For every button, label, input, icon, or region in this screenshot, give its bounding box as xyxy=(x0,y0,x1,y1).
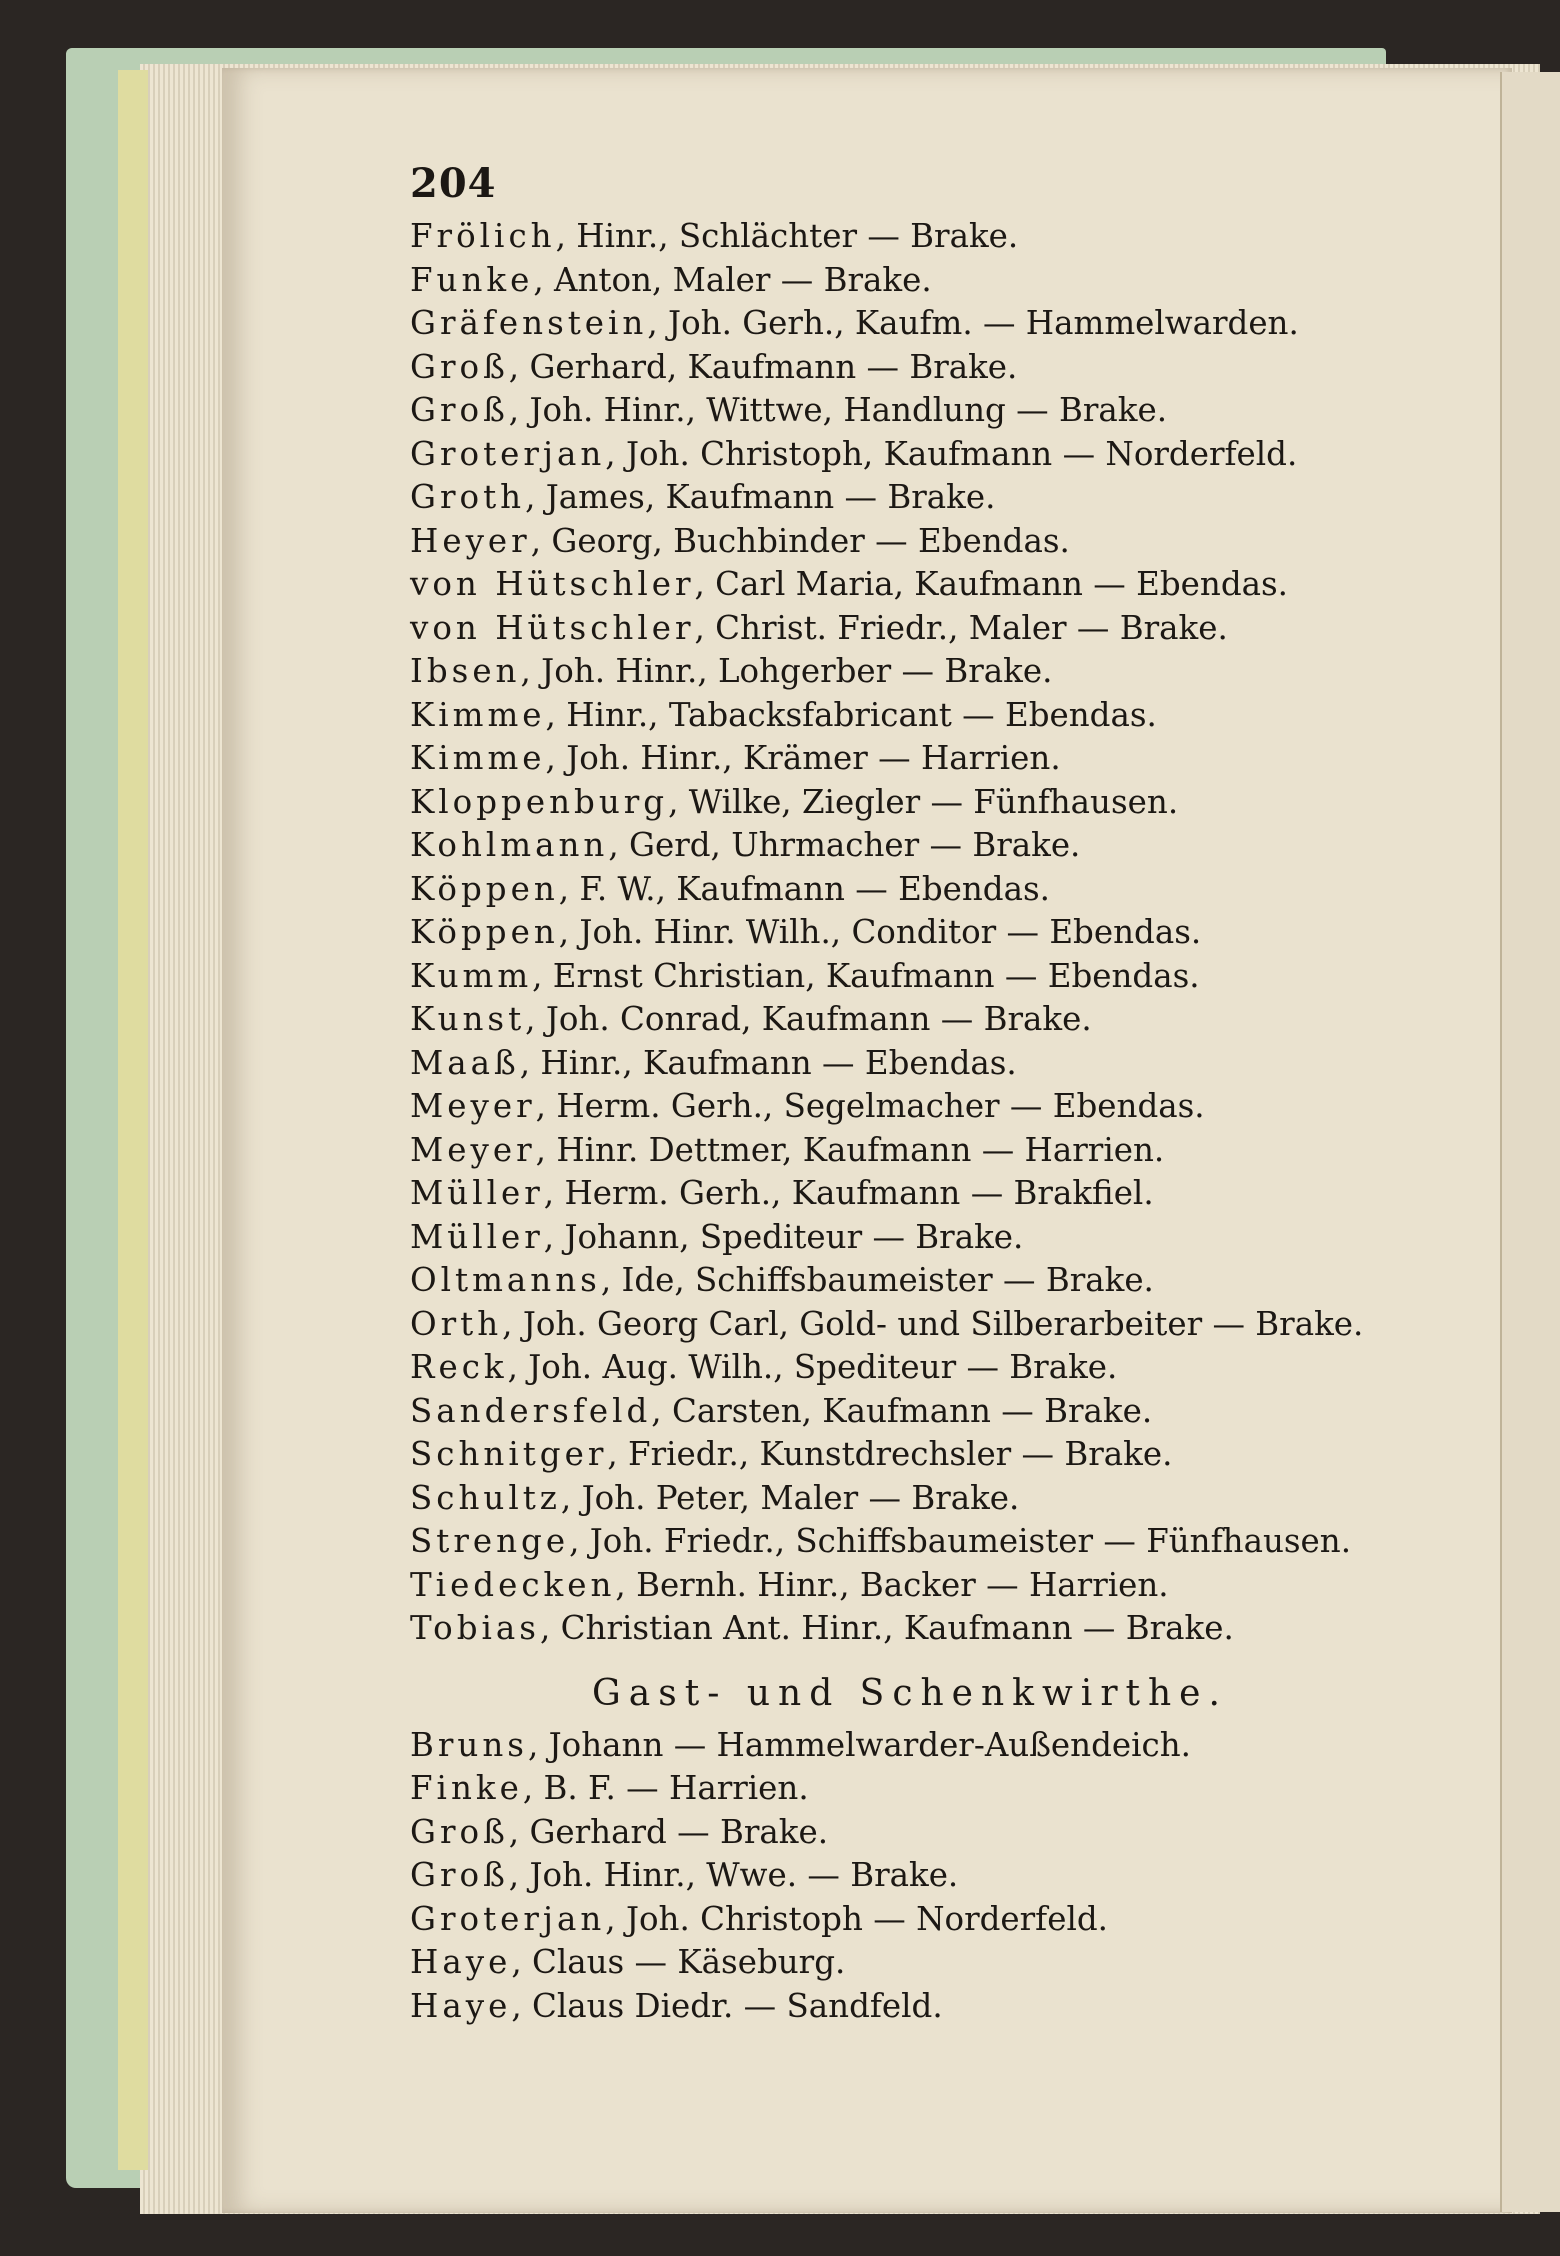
directory-entry xyxy=(410,1085,1440,1129)
entry-details: , Wilke, Ziegler — Fünfhausen. xyxy=(668,782,1179,821)
entry-surname: Meyer xyxy=(410,1087,536,1125)
entry-surname: Groß xyxy=(410,1812,509,1851)
entry-surname: Gräfenstein xyxy=(410,304,648,342)
directory-entry xyxy=(410,302,1440,346)
entry-surname: Maaß xyxy=(410,1043,520,1082)
directory-entry xyxy=(410,1811,1440,1855)
entry-details: , Claus — Käseburg. xyxy=(511,1943,846,1981)
directory-list xyxy=(410,215,1440,1651)
directory-entry xyxy=(410,389,1440,433)
directory-entry xyxy=(410,781,1440,825)
directory-entry xyxy=(410,737,1440,781)
entry-surname: Bruns xyxy=(410,1725,528,1764)
entry-surname: von Hütschler xyxy=(410,608,695,647)
entry-details: , Joh. Georg Carl, Gold- und Silberarbeiter — Brake. xyxy=(502,1304,1364,1343)
directory-entry xyxy=(410,1346,1440,1390)
entry-surname: Groth xyxy=(410,478,526,516)
directory-entry xyxy=(410,520,1440,564)
section-directory-list xyxy=(410,1724,1440,2029)
directory-entry xyxy=(410,476,1440,520)
directory-entry xyxy=(410,1854,1440,1898)
directory-entry xyxy=(410,1520,1440,1564)
entry-details: , Johann — Hammelwarder-Außendeich. xyxy=(527,1725,1191,1764)
entry-surname: Groß xyxy=(410,391,509,429)
entry-surname: Tobias xyxy=(410,1609,540,1647)
entry-details: , Christ. Friedr., Maler — Brake. xyxy=(694,608,1228,647)
entry-details: , Carsten, Kaufmann — Brake. xyxy=(651,1391,1153,1430)
entry-surname: Köppen xyxy=(410,913,559,951)
directory-entry xyxy=(410,1898,1440,1942)
entry-details: , Joh. Christoph, Kaufmann — Norderfeld. xyxy=(605,434,1298,473)
entry-details: , Joh. Friedr., Schiffsbaumeister — Fünfhausen. xyxy=(569,1522,1352,1560)
directory-entry xyxy=(410,1941,1440,1985)
entry-details: , Carl Maria, Kaufmann — Ebendas. xyxy=(694,565,1289,603)
entry-details: , Joh. Christoph — Norderfeld. xyxy=(605,1899,1108,1938)
directory-entry xyxy=(410,1607,1440,1651)
entry-surname: Kloppenburg xyxy=(410,782,669,821)
directory-entry xyxy=(410,1767,1440,1811)
entry-surname: Strenge xyxy=(410,1522,570,1560)
directory-entry xyxy=(410,215,1440,259)
directory-entry xyxy=(410,1390,1440,1434)
entry-details: , Hinr., Schlächter — Brake. xyxy=(555,217,1019,255)
directory-entry xyxy=(410,1564,1440,1608)
entry-surname: Kunst xyxy=(410,1000,526,1038)
entry-details: , Gerhard — Brake. xyxy=(508,1812,829,1851)
entry-surname: Groß xyxy=(410,1856,509,1894)
entry-surname: Schnitger xyxy=(410,1435,608,1473)
entry-surname: Finke xyxy=(410,1769,523,1807)
directory-entry xyxy=(410,1172,1440,1216)
entry-surname: Groterjan xyxy=(410,1899,606,1938)
entry-surname: Kohlmann xyxy=(410,826,609,864)
entry-surname: Kumm xyxy=(410,956,533,995)
directory-entry xyxy=(410,433,1440,477)
page-content xyxy=(410,160,1440,2028)
entry-details: , Joh. Hinr., Wittwe, Handlung — Brake. xyxy=(508,391,1168,429)
entry-surname: Müller xyxy=(410,1174,544,1212)
entry-details: , Joh. Conrad, Kaufmann — Brake. xyxy=(525,1000,1092,1038)
entry-details: , F. W., Kaufmann — Ebendas. xyxy=(558,869,1050,908)
entry-details: , Joh. Hinr., Wwe. — Brake. xyxy=(508,1856,959,1894)
entry-details: , Bernh. Hinr., Backer — Harrien. xyxy=(615,1565,1169,1604)
entry-details: , Johann, Spediteur — Brake. xyxy=(543,1217,1024,1256)
directory-entry xyxy=(410,1042,1440,1086)
next-page-edge xyxy=(1500,72,1560,2212)
entry-details: , Joh. Peter, Maler — Brake. xyxy=(560,1478,1020,1517)
directory-entry xyxy=(410,563,1440,607)
entry-surname: Heyer xyxy=(410,521,531,560)
cover-edge xyxy=(118,70,148,2170)
entry-details: , Christian Ant. Hinr., Kaufmann — Brake. xyxy=(539,1609,1234,1647)
entry-details: , Hinr. Dettmer, Kaufmann — Harrien. xyxy=(535,1130,1165,1169)
directory-entry xyxy=(410,1985,1440,2029)
directory-entry xyxy=(410,1724,1440,1768)
entry-surname: Müller xyxy=(410,1217,544,1256)
directory-entry xyxy=(410,346,1440,390)
entry-surname: Oltmanns xyxy=(410,1261,601,1299)
directory-entry xyxy=(410,911,1440,955)
entry-details: , Hinr., Kaufmann — Ebendas. xyxy=(519,1043,1017,1082)
entry-surname: Sandersfeld xyxy=(410,1391,652,1430)
entry-surname: Groß xyxy=(410,347,509,386)
entry-surname: Reck xyxy=(410,1348,508,1386)
page-number: 204 xyxy=(410,160,497,207)
directory-entry xyxy=(410,1216,1440,1260)
entry-surname: Kimme xyxy=(410,695,546,734)
directory-entry xyxy=(410,259,1440,303)
directory-entry xyxy=(410,650,1440,694)
entry-surname: Frölich xyxy=(410,217,556,255)
directory-entry xyxy=(410,868,1440,912)
entry-surname: Schultz xyxy=(410,1478,561,1517)
entry-details: , Hinr., Tabacksfabricant — Ebendas. xyxy=(545,695,1157,734)
entry-details: , Ernst Christian, Kaufmann — Ebendas. xyxy=(532,956,1200,995)
entry-details: , James, Kaufmann — Brake. xyxy=(525,478,996,516)
entry-surname: Funke xyxy=(410,260,534,299)
entry-surname: Kimme xyxy=(410,739,546,777)
entry-details: , Anton, Maler — Brake. xyxy=(533,260,932,299)
entry-surname: Meyer xyxy=(410,1130,536,1169)
entry-details: , Joh. Aug. Wilh., Spediteur — Brake. xyxy=(507,1348,1118,1386)
entry-details: , Joh. Hinr. Wilh., Conditor — Ebendas. xyxy=(558,913,1202,951)
directory-entry xyxy=(410,607,1440,651)
directory-entry xyxy=(410,998,1440,1042)
entry-details: , Georg, Buchbinder — Ebendas. xyxy=(530,521,1070,560)
section-heading: Gast- und Schenkwirthe. xyxy=(592,1672,1228,1714)
entry-surname: Orth xyxy=(410,1304,503,1343)
entry-details: , Claus Diedr. — Sandfeld. xyxy=(511,1986,943,2025)
directory-entry xyxy=(410,1433,1440,1477)
entry-details: , Joh. Gerh., Kaufm. — Hammelwarden. xyxy=(647,304,1299,342)
entry-surname: von Hütschler xyxy=(410,565,695,603)
directory-entry xyxy=(410,694,1440,738)
entry-surname: Ibsen xyxy=(410,652,521,690)
entry-details: , Joh. Hinr., Lohgerber — Brake. xyxy=(520,652,1053,690)
entry-surname: Haye xyxy=(410,1986,512,2025)
entry-surname: Haye xyxy=(410,1943,512,1981)
entry-details: , Gerd, Uhrmacher — Brake. xyxy=(608,826,1081,864)
entry-details: , Gerhard, Kaufmann — Brake. xyxy=(508,347,1018,386)
entry-details: , Joh. Hinr., Krämer — Harrien. xyxy=(545,739,1061,777)
entry-details: , B. F. — Harrien. xyxy=(522,1769,809,1807)
directory-entry xyxy=(410,955,1440,999)
entry-details: , Friedr., Kunstdrechsler — Brake. xyxy=(607,1435,1173,1473)
directory-entry xyxy=(410,1477,1440,1521)
directory-entry xyxy=(410,1129,1440,1173)
entry-details: , Ide, Schiffsbaumeister — Brake. xyxy=(600,1261,1154,1299)
directory-entry xyxy=(410,824,1440,868)
entry-details: , Herm. Gerh., Segelmacher — Ebendas. xyxy=(535,1087,1205,1125)
directory-entry xyxy=(410,1303,1440,1347)
entry-surname: Köppen xyxy=(410,869,559,908)
entry-surname: Tiedecken xyxy=(410,1565,616,1604)
directory-entry xyxy=(410,1259,1440,1303)
entry-details: , Herm. Gerh., Kaufmann — Brakfiel. xyxy=(543,1174,1154,1212)
entry-surname: Groterjan xyxy=(410,434,606,473)
